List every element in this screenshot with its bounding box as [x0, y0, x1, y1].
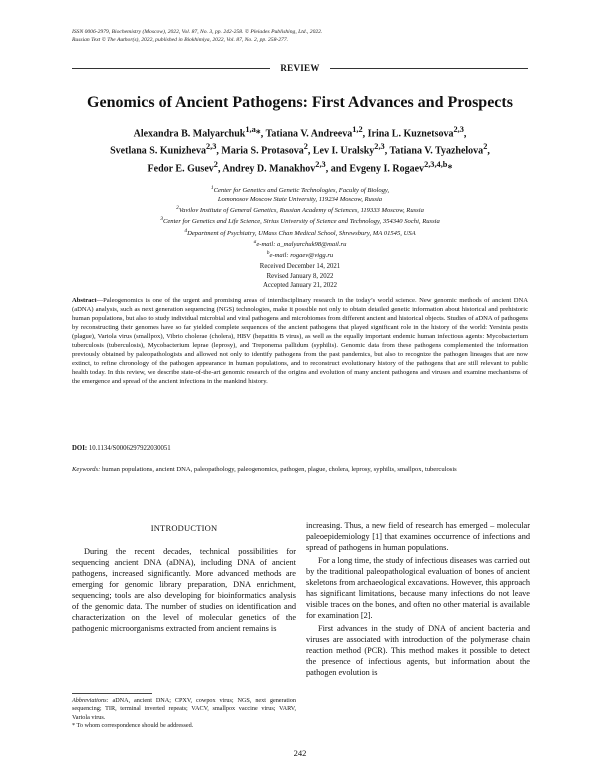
- date-revised: Revised January 8, 2022: [266, 272, 334, 280]
- keywords-text: human populations, ancient DNA, paleopathology, paleogenomics, pathogen, plague, cholera, leprosy, syphilis, smallpox, tuberculosis: [101, 466, 457, 473]
- intro-paragraph-2: increasing. Thus, a new field of research has emerged – molecular paleoepidemiology [1] that examines occurrence of infections and spread of pathogens in human populations.: [306, 521, 530, 552]
- date-received: Received December 14, 2021: [259, 263, 341, 270]
- body-column-right: [306, 520, 530, 680]
- section-rule-left: [72, 68, 270, 69]
- abstract: [72, 296, 528, 386]
- affiliation-1a: $^1$Center for Genetics and Genetic Technologies, Faculty of Biology,: [210, 185, 390, 195]
- abbreviations-label: Abbreviations:: [72, 697, 109, 704]
- abstract-text: —Paleogenomics is one of the urgent and promising areas of interdisciplinary research in the today’s world science. New genomic methods of ancient DNA (aDNA) analysis, such as next generation sequencing (NGS) technologies, make it possible not only to obtain detailed genetic information about historical and prehistoric human populations, but also to study individual microbial and viral pathogens and microbiomes from different ancient and historical objects. Studies of aDNA of pathogens by reconstructing their genomes have so far yielded complete sequences of the ancient pathogens that played significant role in the history of the world: Yersinia pestis (plague), Variola virus (smallpox), Vibrio cholerae (cholera), HBV (hepatitis B virus), as well as the equally important endemic human infectious agents: Mycobacterium tuberculosis (tuberculosis), Mycobacterium leprae (leprosy), and Treponema pallidum (syphilis). Genomic data from these pathogens complemented the information previously obtained by paleopathologists and allowed not only to identify pathogens from the past pandemics, but also to recognize the pathogen lineages that are now extinct, to refine chronology of the pathogen appearance in human populations, and to reconstruct evolutionary history of the pathogens that are still relevant to public health today. In this review, we describe state-of-the-art genomic research of the origins and evolution of many ancient pathogens and viruses and examine mechanisms of the emergence and spread of the ancient infections in the mankind history.: [72, 297, 528, 385]
- footnote-divider: [72, 693, 152, 694]
- email-b: $^b$e-mail: rogaev@vigg.ru: [266, 249, 334, 260]
- page-number: 242: [293, 748, 307, 758]
- affiliation-1b: Lomonosov Moscow State University, 119234 Moscow, Russia: [217, 196, 383, 204]
- keywords-label: Keywords:: [72, 466, 101, 473]
- abstract-label: Abstract: [72, 297, 97, 304]
- doi-link[interactable]: 10.1134/S0006297922030051: [88, 445, 171, 452]
- author-list: [60, 123, 540, 175]
- date-accepted: Accepted January 21, 2022: [263, 282, 337, 289]
- intro-heading: INTRODUCTION: [150, 523, 218, 533]
- affiliation-4: $^4$Department of Psychiatry, UMass Chan Medical School, Shrewsbury, MA 01545, USA: [184, 227, 416, 237]
- dates-block: [150, 262, 450, 291]
- intro-paragraph-3: For a long time, the study of infectious diseases was carried out by the traditional paleopathological evaluation of bones of ancient skeletons from archaeological excavations. However, this approach has significant limitations, because many infections do not leave visible traces on the bones, and often no other material is available for examination [2].: [306, 556, 530, 620]
- body-column-left: [72, 520, 296, 636]
- affiliation-3: $^3$Center for Genetics and Life Science, Sirius University of Science and Technology, 354340 Sochi, Russia: [160, 216, 440, 226]
- author-line-2: Svetlana S. Kunizheva$^{2,3}$, Maria S. Protasova$^2$, Lev I. Uralsky$^{2,3}$, Tatiana V. Tyazhelova$^2$,: [110, 142, 490, 157]
- journal-header: [72, 28, 532, 45]
- keywords: [72, 465, 528, 474]
- footnotes: [72, 697, 296, 731]
- doi-label: DOI:: [72, 445, 88, 452]
- author-line-1: Alexandra B. Malyarchuk$^{1,a}$*, Tatiana V. Andreeva$^{1,2}$, Irina L. Kuznetsova$^{2,3}$,: [133, 125, 467, 140]
- author-line-3: Fedor E. Gusev$^2$, Andrey D. Manakhov$^{2,3}$, and Evgeny I. Rogaev$^{2,3,4,b}$*: [147, 159, 453, 174]
- correspondence-footnote: * To whom correspondence should be addressed.: [72, 722, 194, 730]
- journal-header-line-1: ISSN 0006-2979, Biochemistry (Moscow), 2022, Vol. 87, No. 3, pp. 242-258. © Pleiades Publishing, Ltd., 2022.: [72, 29, 323, 35]
- affiliations: [60, 184, 540, 260]
- affiliation-2: $^2$Vavilov Institute of General Genetics, Russian Academy of Sciences, 119333 Moscow, Russia: [176, 205, 424, 215]
- abbreviations-text: aDNA, ancient DNA; CPXV, cowpox virus; NGS, next generation sequencing; TIR, terminal inverted repeats; VACV, smallpox vaccine virus; VARV, Variola virus.: [72, 697, 296, 721]
- section-label-text: REVIEW: [280, 63, 320, 73]
- paper-title: Genomics of Ancient Pathogens: First Advances and Prospects: [87, 94, 513, 111]
- email-a: $^a$e-mail: a_malyarchuk98@mail.ru: [253, 238, 347, 248]
- journal-header-line-2: Russian Text © The Author(s), 2022, published in Biokhimiya, 2022, Vol. 87, No. 2, pp. 258-277.: [72, 37, 289, 44]
- intro-paragraph-1: During the recent decades, technical possibilities for sequencing ancient DNA (aDNA), including DNA of ancient pathogens, increased significantly. More advanced methods are emerging for genomic library preparation, DNA enrichment, sequencing; tools are also developing for bioinformatics analysis of the genomic data. The number of studies on identification and characterization on the level of molecular genetics of the pathogenic microorganisms extracted from ancient remains is: [72, 547, 296, 633]
- doi-line: [72, 445, 528, 452]
- section-label: [72, 63, 528, 75]
- abbreviations-footnote: [72, 697, 296, 722]
- intro-paragraph-4: First advances in the study of DNA of ancient bacteria and viruses are associated with introduction of the polymerase chain reaction method (PCR). This method makes it possible to detect the presence of infectious agents, but information about the pathogen evolution is: [306, 624, 530, 677]
- section-rule-right: [330, 68, 528, 69]
